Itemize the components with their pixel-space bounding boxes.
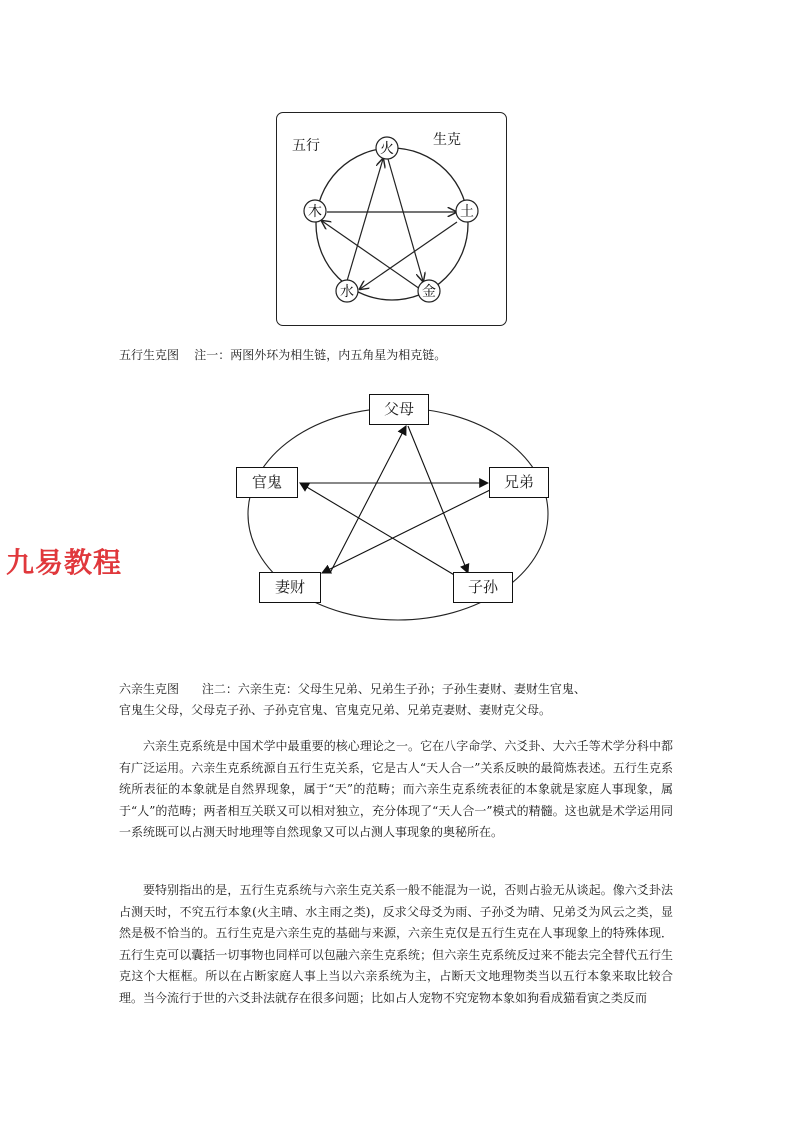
ke-line-huo-jin <box>388 159 423 281</box>
ke-xiongdi-qicai <box>322 490 490 573</box>
wuxing-diagram <box>276 112 507 326</box>
paragraph-2: 要特别指出的是，五行生克系统与六亲生克关系一般不能混为一说，否则占验无从谈起。像六爻卦法占测天时，不究五行本象(火主晴、水主雨之类)，反求父母爻为雨、子孙爻为晴、兄弟爻为风云之类，显然是极不恰当的。五行生克是六亲生克的基础与来源，六亲生克仅是五行生克在人事现象上的特殊体现．五行生克可以囊括一切事物也同样可以包融六亲生克系统；但六亲生克系统反过来不能去完全替代五行生克这个大框框。所以在占断家庭人事上当以六亲系统为主，占断天文地理物类当以五行本象来取比较合理。当今流行于世的六爻卦法就存在很多问题；比如占人宠物不究宠物本象如狗看成猫看寅之类反而 <box>119 883 673 1005</box>
ke-line-shui-huo <box>347 159 383 281</box>
shengke-title: 生克 <box>433 132 461 148</box>
node-jin: 金 <box>422 284 436 300</box>
liuqin-diagram <box>230 390 570 630</box>
ke-star <box>322 159 457 289</box>
node-guangui: 官鬼 <box>236 467 298 498</box>
ke-qicai-fumu <box>330 426 406 573</box>
node-mu: 木 <box>308 204 322 220</box>
node-tu: 土 <box>460 204 474 220</box>
ke-zisun-guangui <box>300 483 456 576</box>
figure1-caption: 五行生克图 注一：两图外环为相生链，内五角星为相克链。 <box>119 348 447 362</box>
ke-line-jin-mu <box>322 221 420 289</box>
watermark-logo: 九易教程 <box>6 546 123 579</box>
node-shui: 水 <box>340 284 354 300</box>
node-zisun: 子孙 <box>453 572 513 603</box>
node-qicai: 妻财 <box>259 572 321 603</box>
node-huo: 火 <box>380 141 394 157</box>
ke-star <box>300 426 490 576</box>
paragraph-1: 六亲生克系统是中国术学中最重要的核心理论之一。它在八字命学、六爻卦、大六壬等术学分科中都有广泛运用。六亲生克系统源自五行生克关系，它是古人“天人合一”关系反映的最简炼表述。五行生克系统所表征的本象就是自然界现象，属于“天”的范畴；而六亲生克系统表征的本象就是家庭人事现象，属于“人”的范畴；两者相互关联又可以相对独立，充分体现了“天人合一”模式的精髓。这也就是术学运用同一系统既可以占测天时地理等自然现象又可以占测人事现象的奥秘所在。 <box>119 739 673 839</box>
ke-fumu-zisun <box>408 426 468 573</box>
figure2-caption-line1: 六亲生克图 注二：六亲生克：父母生兄弟、兄弟生子孙；子孙生妻财、妻财生官鬼、 <box>119 682 586 696</box>
figure2-caption-line2: 官鬼生父母，父母克子孙、子孙克官鬼、官鬼克兄弟、兄弟克妻财、妻财克父母。 <box>119 703 552 717</box>
wuxing-title: 五行 <box>292 138 320 154</box>
node-fumu: 父母 <box>369 394 429 425</box>
node-xiongdi: 兄弟 <box>489 467 549 498</box>
